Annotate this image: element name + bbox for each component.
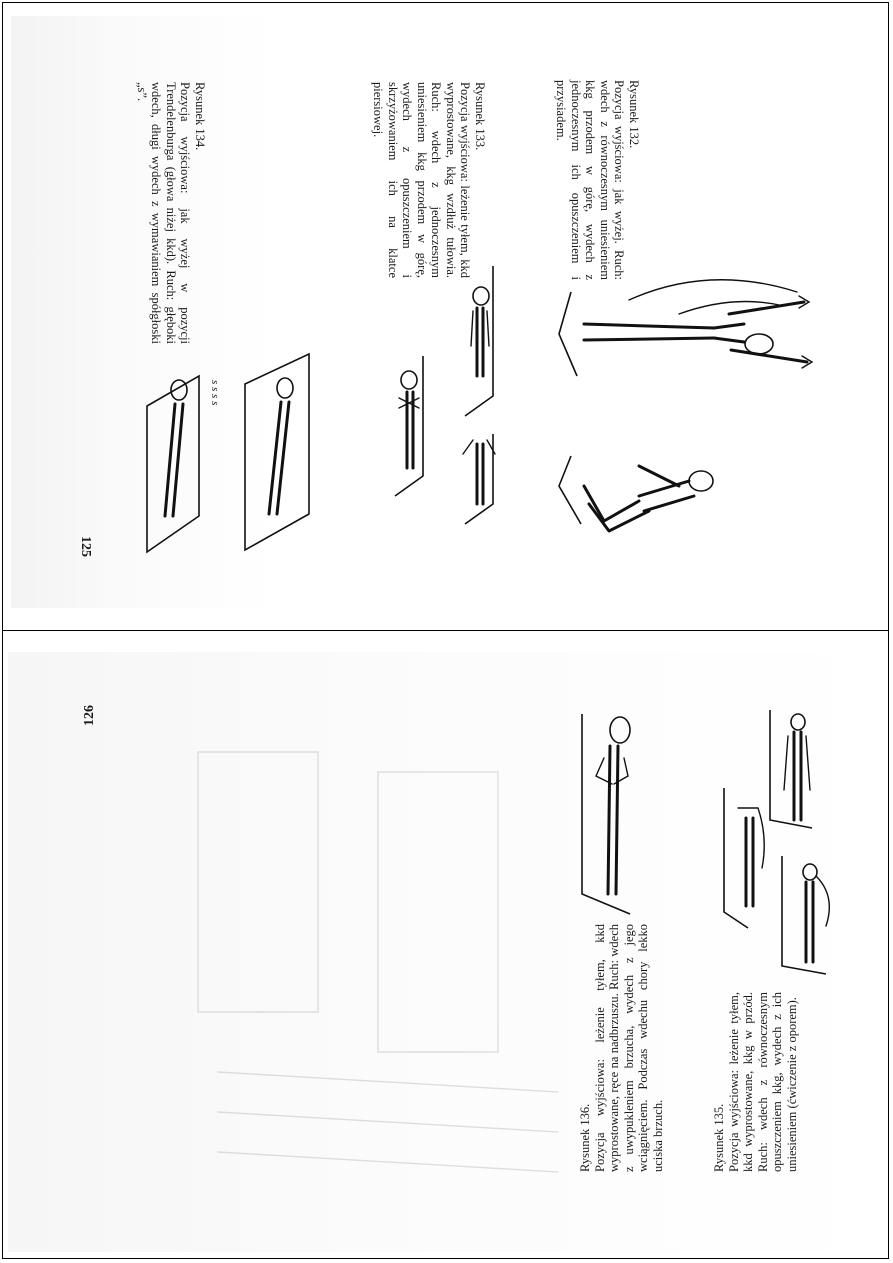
sss-label: s s s s [209, 380, 221, 406]
figure-132-squat [559, 426, 729, 536]
figure-135-arms-lowering [718, 788, 778, 928]
page-126 [8, 652, 878, 1252]
caption-135 [712, 992, 799, 1172]
caption-135-body: Pozycja wyjściowa: leżenie tyłem, kkd wyprostowane, kkg w przód. Ruch: wdech z równoczesnym opuszczeniem kkg, wydech z ich uniesieniem (ćwiczenie z oporem). [726, 992, 799, 1172]
caption-133-body: Pozycja wyjściowa: leżenie tyłem, kkd wyprostowane, kkg wzdłuż tułowia. Ruch: wdech z jednoczesnym uniesieniem kkg przodem w górę, wydech z opuszczeniem i skrzyżowaniem ich na klatce piersiowej. [371, 82, 473, 278]
caption-136-body: Pozycja wyjściowa: leżenie tyłem, kkd wyprostowane, ręce na nadbrzuszu. Ruch: wdech z uwypukleniem brzucha, wydech z jego wciągnięciem. Podczas wdechu chory lekko uciska brzuch. [592, 924, 665, 1172]
caption-132-title: Rysunek 132. [627, 80, 641, 149]
figure-132-standing-arms-raised [559, 284, 819, 404]
caption-135-title: Rysunek 135. [712, 1103, 726, 1172]
caption-134 [135, 82, 208, 344]
caption-136 [578, 924, 665, 1172]
figure-134-trendelenburg-breathing [143, 376, 203, 556]
figure-133-arms-crossed [389, 356, 429, 496]
bleed-through-ghost [158, 712, 578, 1212]
caption-134-title: Rysunek 134. [193, 82, 207, 151]
figure-133-arms-raised [459, 434, 499, 524]
caption-133 [371, 82, 487, 278]
page-divider [2, 630, 889, 631]
page-number: 126 [82, 705, 97, 726]
figure-136-hands-on-abdomen [574, 714, 634, 914]
caption-133-title: Rysunek 133. [473, 82, 487, 151]
caption-132 [554, 80, 641, 280]
figure-135-arms-raised [776, 856, 836, 976]
page-125 [11, 16, 883, 608]
page-number: 125 [78, 536, 93, 557]
caption-132-body: Pozycja wyjściowa: jak wyżej. Ruch: wdech z równoczesnym uniesieniem kkg przodem w górę, wydech z jednoczesnym ich opuszczeniem i przysiadem. [554, 80, 627, 280]
caption-136-title: Rysunek 136. [578, 1103, 592, 1172]
figure-133-lying-arms-down [459, 266, 499, 416]
figure-134-trendelenburg-sss [241, 354, 313, 554]
caption-134-body: Pozycja wyjściowa: jak wyżej w pozycji Trendelenburga (głowa niżej kkd). Ruch: głęboki wdech, długi wydech z wymawianiem spółgłoski „s”. [135, 82, 193, 344]
